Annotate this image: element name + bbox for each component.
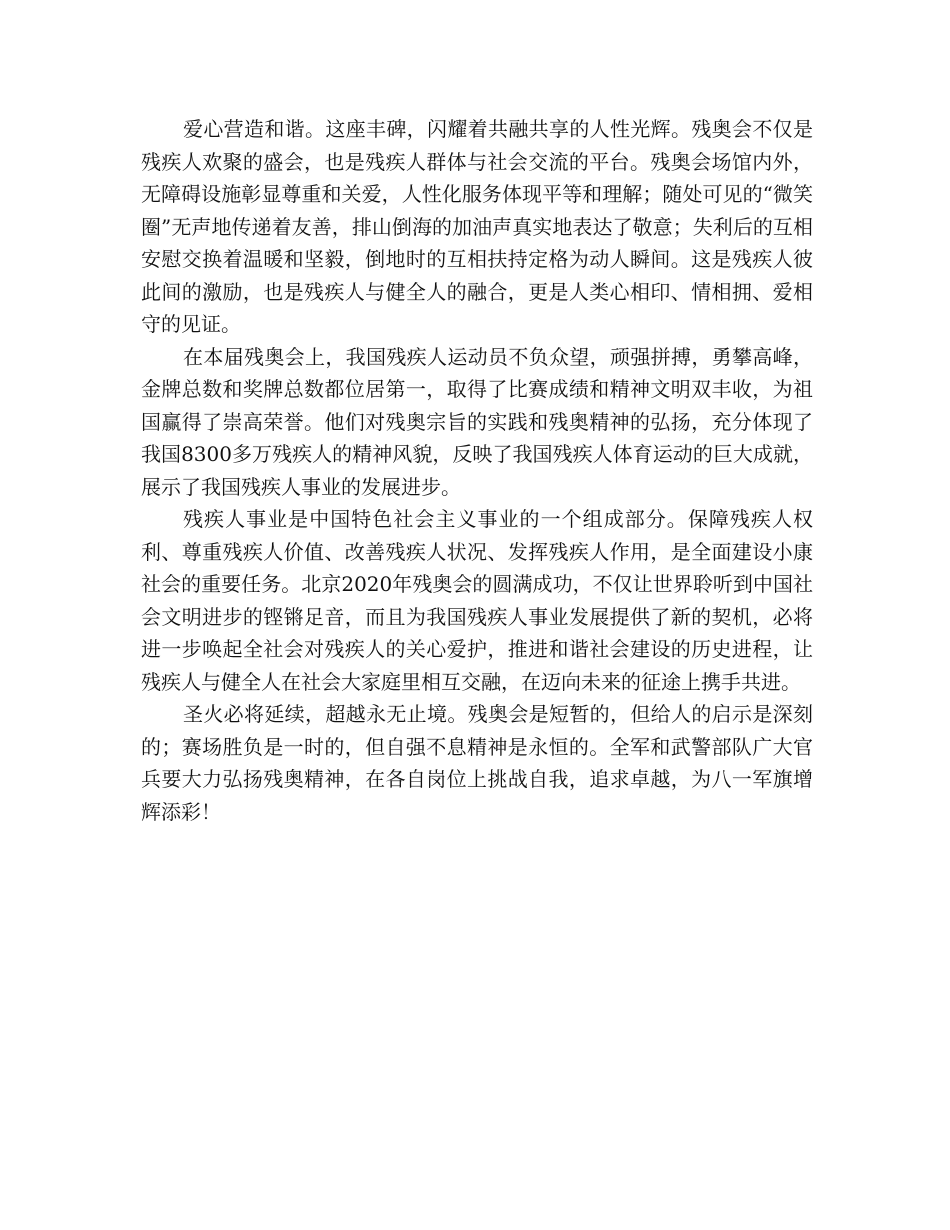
paragraph-athletes: 在本届残奥会上，我国残疾人运动员不负众望，顽强拼搏，勇攀高峰，金牌总数和奖牌总数都位居第一，取得了比赛成绩和精神文明双丰收，为祖国赢得了崇高荣誉。他们对残奥宗旨的实践和残奥精神的弘扬，充分体现了我国8300多万残疾人的精神风貌，反映了我国残疾人体育运动的巨大成就，展示了我国残疾人事业的发展进步。 <box>141 344 813 499</box>
article-body <box>141 113 813 828</box>
paragraph-closing: 圣火必将延续，超越永无止境。残奥会是短暂的，但给人的启示是深刻的；赛场胜负是一时的，但自强不息精神是永恒的。全军和武警部队广大官兵要大力弘扬残奥精神，在各自岗位上挑战自我，追求卓越，为八一军旗增辉添彩！ <box>141 702 813 824</box>
paragraph-disability-cause: 残疾人事业是中国特色社会主义事业的一个组成部分。保障残疾人权利、尊重残疾人价值、改善残疾人状况、发挥残疾人作用，是全面建设小康社会的重要任务。北京2020年残奥会的圆满成功，不仅让世界聆听到中国社会文明进步的铿锵足音，而且为我国残疾人事业发展提供了新的契机，必将进一步唤起全社会对残疾人的关心爱护，推进和谐社会建设的历史进程，让残疾人与健全人在社会大家庭里相互交融，在迈向未来的征途上携手共进。 <box>141 507 813 694</box>
paragraph-harmony: 爱心营造和谐。这座丰碑，闪耀着共融共享的人性光辉。残奥会不仅是残疾人欢聚的盛会，也是残疾人群体与社会交流的平台。残奥会场馆内外，无障碍设施彰显尊重和关爱，人性化服务体现平等和理解；随处可见的“微笑圈”无声地传递着友善，排山倒海的加油声真实地表达了敬意；失利后的互相安慰交换着温暖和坚毅，倒地时的互相扶持定格为动人瞬间。这是残疾人彼此间的激励，也是残疾人与健全人的融合，更是人类心相印、情相拥、爱相守的见证。 <box>141 117 813 336</box>
